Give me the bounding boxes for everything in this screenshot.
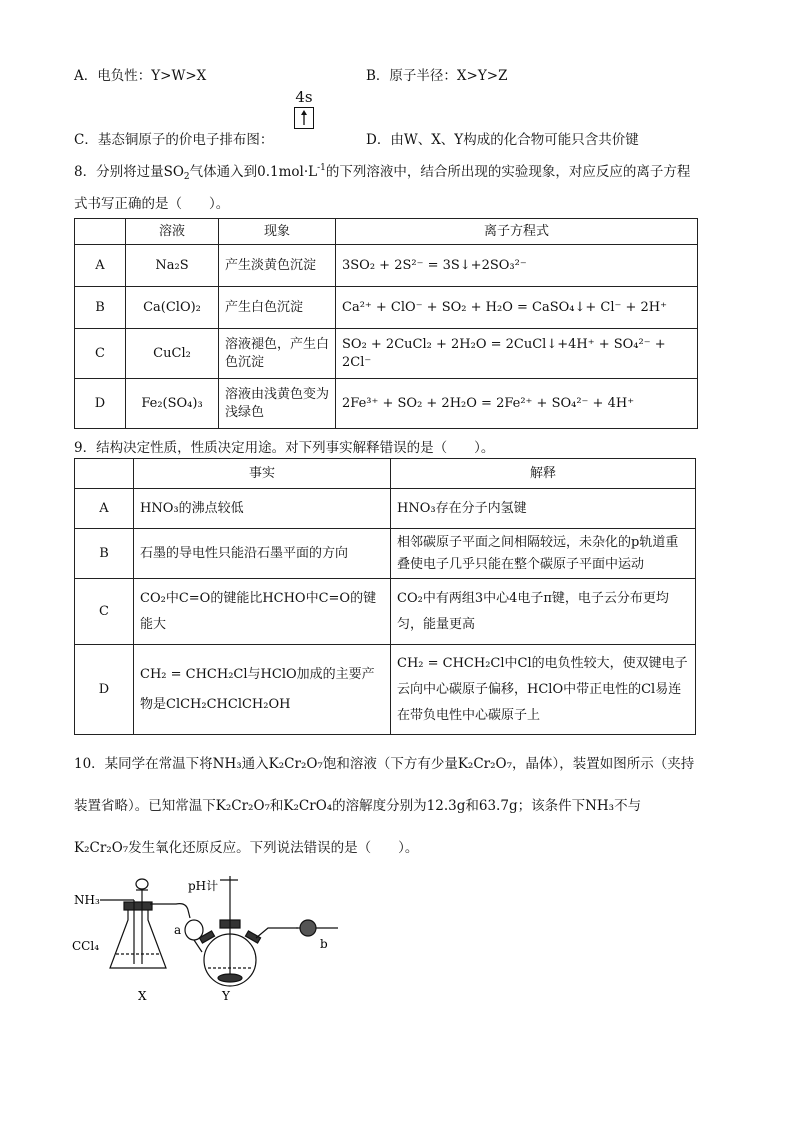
drying-tube-b [300,920,316,936]
q7-option-a: A．电负性：Y>W>X [74,68,207,84]
label-y: Y [222,989,230,1003]
equation-cell: SO₂ + 2CuCl₂ + 2H₂O = 2CuCl↓+4H⁺ + SO₄²⁻ + 2Cl⁻ [336,329,698,379]
q10-stem-line3: K₂Cr₂O₇发生氧化还原反应。下列说法错误的是（ ）。 [74,840,419,856]
q8-stem-part-c: 的下列溶液中，结合所出现的实验现象，对应反应的离子方程 [325,164,691,180]
table-row [75,379,698,429]
q8-table [74,218,698,429]
row-label: D [75,645,134,735]
q7-option-b: B．原子半径：X>Y>Z [366,68,508,84]
q9-table [74,458,696,735]
equation-cell: 2Fe³⁺ + SO₂ + 2H₂O = 2Fe²⁺ + SO₄²⁻ + 4H⁺ [336,379,698,429]
crystal-deposit [218,974,242,982]
q7-option-d: D．由W、X、Y构成的化合物可能只含共价键 [366,132,639,148]
table-row [75,489,696,529]
flask-x-outline [110,908,166,968]
label-x: X [138,989,147,1003]
fact-cell: CH₂ = CHCH₂Cl与HClO加成的主要产物是ClCH₂CHClCH₂OH [134,645,391,735]
table-row [75,579,696,645]
orbital-label: 4s [295,88,313,106]
bulb-a-outlet [194,940,202,952]
spin-up-arrow-icon [295,108,313,128]
row-label: B [75,287,126,329]
table-row [75,529,696,579]
explanation-cell: HNO₃存在分子内氢键 [391,489,696,529]
row-label: C [75,329,126,379]
fact-cell: HNO₃的沸点较低 [134,489,391,529]
q8-stem-part-a: 8．分别将过量SO [74,164,184,180]
orbital-diagram [284,88,324,129]
solution-cell: Fe₂(SO₄)₃ [126,379,219,429]
equation-cell: 3SO₂ + 2S²⁻ = 3S↓+2SO₃²⁻ [336,245,698,287]
q9-header-explanation: 解释 [391,459,696,489]
phenomenon-cell: 产生淡黄色沉淀 [219,245,336,287]
q8-stem-line2: 式书写正确的是（ ）。 [74,196,230,212]
phenomenon-cell: 溶液褪色，产生白色沉淀 [219,329,336,379]
row-label: D [75,379,126,429]
q9-stem: 9．结构决定性质，性质决定用途。对下列事实解释错误的是（ ）。 [74,440,495,456]
funnel-bulb [136,879,148,889]
outlet-tube-b [256,928,298,938]
fact-cell: CO₂中C=O的键能比HCHO中C=O的键能大 [134,579,391,645]
q9-header-fact: 事实 [134,459,391,489]
q8-header-phenomenon: 现象 [219,219,336,245]
row-label: A [75,489,134,529]
table-row [75,645,696,735]
q7-option-c: C．基态铜原子的价电子排布图： [74,132,274,148]
q10-stem-line2: 装置省略）。已知常温下K₂Cr₂O₇和K₂CrO₄的溶解度分别为12.3g和63.7g；该条件下NH₃不与 [74,798,642,814]
row-label: A [75,245,126,287]
row-label: C [75,579,134,645]
label-a: a [174,923,182,937]
phenomenon-cell: 溶液由浅黄色变为浅绿色 [219,379,336,429]
phenomenon-cell: 产生白色沉淀 [219,287,336,329]
table-row [75,329,698,379]
explanation-cell: CH₂ = CHCH₂Cl中Cl的电负性较大，使双键电子云向中心碳原子偏移，HClO中带正电性的Cl易连在带负电性中心碳原子上 [391,645,696,735]
q8-stem-part-b: 气体通入到0.1mol·L [189,164,318,180]
solution-cell: CuCl₂ [126,329,219,379]
q8-header-solution: 溶液 [126,219,219,245]
explanation-cell: CO₂中有两组3中心4电子π键，电子云分布更均匀，能量更高 [391,579,696,645]
table-row [75,245,698,287]
label-nh3: NH₃ [74,893,100,907]
fact-cell: 石墨的导电性只能沿石墨平面的方向 [134,529,391,579]
label-ph-meter: pH计 [188,879,219,893]
table-row [75,287,698,329]
q10-stem-line1: 10．某同学在常温下将NH₃通入K₂Cr₂O₇饱和溶液（下方有少量K₂Cr₂O₇，晶体），装置如图所示（夹持 [74,756,695,772]
equation-cell: Ca²⁺ + ClO⁻ + SO₂ + H₂O = CaSO₄↓+ Cl⁻ + 2H⁺ [336,287,698,329]
q8-header-equation: 离子方程式 [336,219,698,245]
solution-cell: Ca(ClO)₂ [126,287,219,329]
connecting-tube [150,904,190,918]
solution-cell: Na₂S [126,245,219,287]
label-ccl4: CCl₄ [72,939,100,953]
q8-stem-line1: 8．分别将过量$SO_2$气体通入到$0.1mol\cdot L^{-1}$的下列溶液中，结合所出现的实验现象，对应反应的离子方程 [74,163,691,182]
apparatus-figure [70,868,370,1008]
flask-x-stopper [124,902,152,910]
row-label: B [75,529,134,579]
label-b: b [320,937,328,951]
explanation-cell: 相邻碳原子平面之间相隔较远，未杂化的p轨道重叠使电子几乎只能在整个碳原子平面中运动 [391,529,696,579]
